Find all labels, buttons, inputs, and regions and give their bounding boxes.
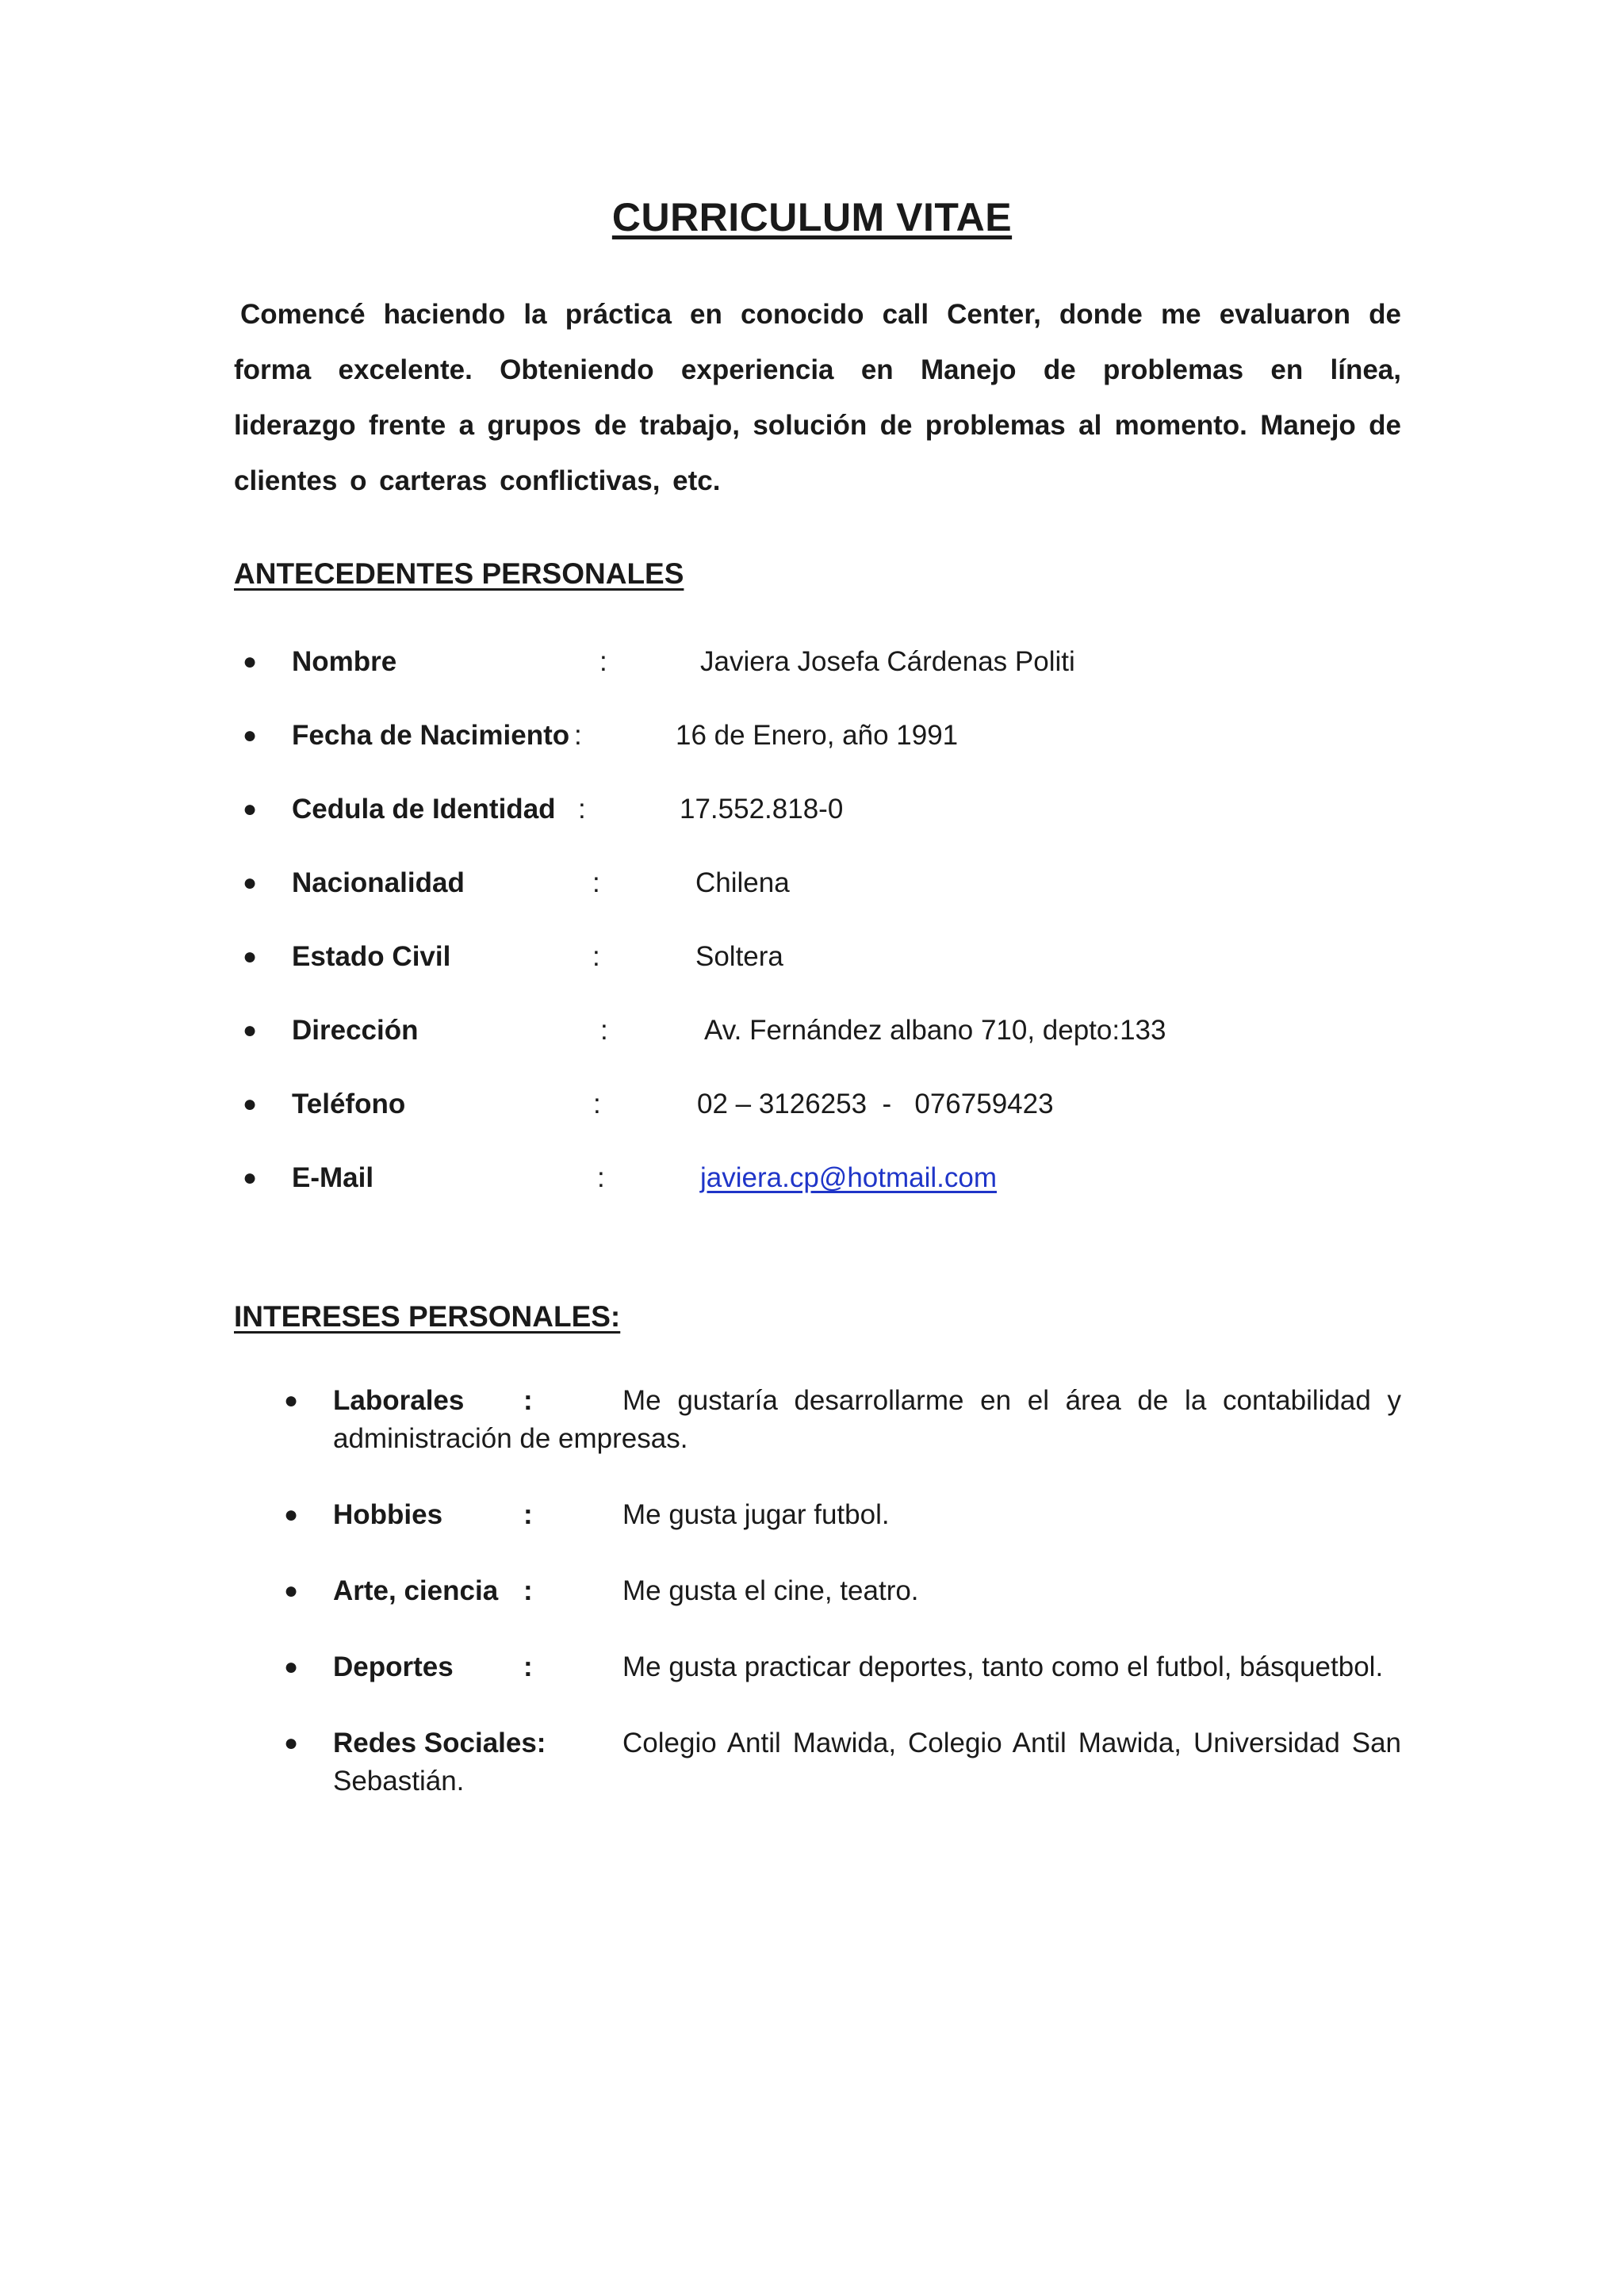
interest-value: Me gusta practicar deportes, tanto como el futbol, básquetbol.	[622, 1651, 1384, 1682]
interest-label: Deportes	[333, 1651, 454, 1682]
detail-row-telefono	[0, 1085, 1624, 1124]
bullet-icon: ●	[243, 1091, 258, 1117]
detail-row-fecha-nacimiento	[0, 716, 1624, 756]
detail-row-estado-civil	[0, 937, 1624, 977]
interest-label: Redes Sociales:	[333, 1728, 546, 1758]
detail-row-cedula	[0, 790, 1624, 829]
interest-label: Hobbies	[333, 1499, 443, 1530]
section-heading-antecedentes: ANTECEDENTES PERSONALES	[234, 557, 684, 590]
email-link[interactable]: javiera.cp@hotmail.com	[700, 1162, 997, 1193]
detail-row-nombre	[0, 642, 1624, 682]
detail-label: Cedula de Identidad	[292, 794, 556, 825]
bullet-icon: ●	[284, 1730, 299, 1756]
interest-row-deportes	[0, 1648, 1624, 1686]
detail-value: 16 de Enero, año 1991	[676, 720, 959, 751]
detail-label: Dirección	[292, 1015, 419, 1046]
interest-label: Laborales	[333, 1385, 465, 1416]
detail-value: Javiera Josefa Cárdenas Politi	[700, 646, 1075, 677]
detail-label: Nombre	[292, 646, 397, 677]
detail-colon: :	[600, 1015, 608, 1046]
detail-label: Estado Civil	[292, 941, 451, 972]
detail-row-direccion	[0, 1011, 1624, 1050]
detail-colon: :	[593, 1089, 601, 1119]
interest-row-redes-sociales	[0, 1724, 1624, 1800]
detail-label: E-Mail	[292, 1162, 374, 1193]
interest-colon: :	[523, 1575, 533, 1606]
interest-value: Me gusta el cine, teatro.	[622, 1575, 919, 1606]
bullet-icon: ●	[243, 796, 258, 822]
interest-label: Arte, ciencia	[333, 1575, 499, 1606]
interest-row-hobbies	[0, 1496, 1624, 1534]
bullet-icon: ●	[243, 1017, 258, 1043]
bullet-icon: ●	[284, 1502, 299, 1528]
detail-colon: :	[578, 794, 586, 825]
detail-label: Nacionalidad	[292, 867, 465, 898]
page-title: CURRICULUM VITAE	[611, 195, 1013, 239]
interest-colon: :	[523, 1385, 533, 1416]
interest-row-laborales	[0, 1382, 1624, 1458]
interest-colon: :	[523, 1651, 533, 1682]
detail-colon: :	[597, 1162, 605, 1193]
detail-colon: :	[592, 941, 600, 972]
detail-value: 17.552.818-0	[680, 794, 844, 825]
detail-colon: :	[574, 720, 582, 751]
detail-value: Chilena	[695, 867, 790, 898]
detail-row-nacionalidad	[0, 863, 1624, 903]
section-heading-intereses: INTERESES PERSONALES:	[234, 1300, 621, 1333]
bullet-icon: ●	[243, 1165, 258, 1191]
detail-colon: :	[592, 867, 600, 898]
interest-value: Me gustaría desarrollarme en el área de la contabilidad y administración de empresas.	[333, 1385, 1401, 1454]
bullet-icon: ●	[243, 649, 258, 675]
bullet-icon: ●	[243, 722, 258, 748]
interest-value: Me gusta jugar futbol.	[622, 1499, 890, 1530]
interest-colon: :	[523, 1499, 533, 1530]
bullet-icon: ●	[243, 870, 258, 896]
detail-value: 02 – 3126253 - 076759423	[697, 1089, 1054, 1119]
detail-value: Soltera	[695, 941, 783, 972]
detail-label: Teléfono	[292, 1089, 406, 1119]
bullet-icon: ●	[284, 1578, 299, 1604]
interest-row-arte-ciencia	[0, 1572, 1624, 1610]
detail-value: Av. Fernández albano 710, depto:133	[704, 1015, 1166, 1046]
detail-colon: :	[599, 646, 607, 677]
bullet-icon: ●	[284, 1387, 299, 1414]
detail-row-email	[0, 1158, 1624, 1198]
intro-paragraph: Comencé haciendo la práctica en conocido call Center, donde me evaluaron de forma excelente. Obteniendo experiencia en Manejo de problemas en línea, liderazgo frente a grupos de trabajo, solución de problemas al momento. Manejo de clientes o carteras conflictivas, etc.	[234, 299, 1401, 496]
interest-value: Colegio Antil Mawida, Colegio Antil Mawida, Universidad San Sebastián.	[333, 1728, 1401, 1797]
bullet-icon: ●	[243, 943, 258, 970]
detail-label: Fecha de Nacimiento	[292, 720, 570, 751]
bullet-icon: ●	[284, 1654, 299, 1680]
